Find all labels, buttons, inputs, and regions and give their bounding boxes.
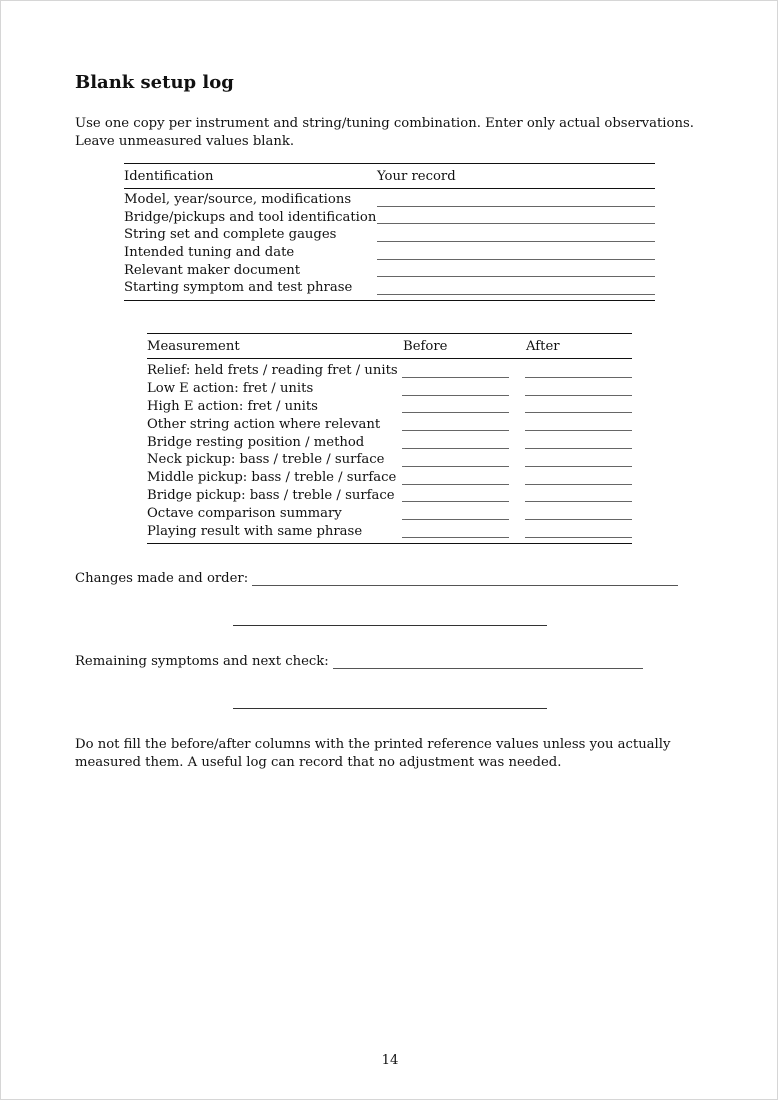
page-number: 14 — [381, 1053, 399, 1068]
page-title: Blank setup log — [75, 72, 234, 93]
table-row — [147, 504, 632, 522]
after-blank-line[interactable] — [525, 509, 632, 520]
before-blank-line[interactable] — [402, 456, 509, 467]
changes-blank-line[interactable] — [252, 573, 678, 586]
before-blank-line[interactable] — [402, 438, 509, 449]
table-row — [147, 451, 632, 469]
table-row — [124, 244, 655, 262]
note-text: Do not fill the before/after columns with the printed reference values unless you actually measured them. A useful log can record that no adjustment was needed. — [75, 737, 671, 770]
remaining-field — [75, 654, 643, 669]
identification-table-header — [124, 164, 655, 189]
after-blank-line[interactable] — [525, 367, 632, 378]
table-row — [147, 469, 632, 487]
row-label: Middle pickup: bass / treble / surface — [147, 470, 397, 486]
row-label: High E action: fret / units — [147, 398, 318, 414]
row-label: Relief: held frets / reading fret / units — [147, 363, 398, 379]
after-blank-line[interactable] — [525, 402, 632, 413]
before-blank-line[interactable] — [402, 527, 509, 538]
measurement-table-header — [147, 334, 632, 359]
header-measurement: Measurement — [147, 338, 240, 354]
before-blank-line[interactable] — [402, 509, 509, 520]
table-row — [147, 362, 632, 380]
row-label: Model, year/source, modifications — [124, 192, 352, 208]
header-your-record: Your record — [377, 168, 456, 184]
before-blank-line[interactable] — [402, 474, 509, 485]
table-row — [147, 415, 632, 433]
after-blank-line[interactable] — [525, 438, 632, 449]
changes-field — [75, 571, 678, 586]
before-blank-line[interactable] — [402, 367, 509, 378]
record-blank-line[interactable] — [377, 213, 655, 224]
table-row — [124, 209, 655, 227]
row-label: Octave comparison summary — [147, 505, 342, 521]
header-after: After — [526, 338, 560, 354]
table-row — [147, 433, 632, 451]
header-identification: Identification — [124, 168, 214, 184]
before-blank-line[interactable] — [402, 402, 509, 413]
after-blank-line[interactable] — [525, 420, 632, 431]
table-row — [147, 398, 632, 416]
measurement-table — [147, 333, 632, 544]
table-row — [124, 279, 655, 297]
after-blank-line[interactable] — [525, 474, 632, 485]
table-row — [147, 487, 632, 505]
before-blank-line[interactable] — [402, 420, 509, 431]
header-before: Before — [403, 338, 448, 354]
row-label: Relevant maker document — [124, 262, 301, 278]
before-blank-line[interactable] — [402, 385, 509, 396]
table-row — [124, 261, 655, 279]
table-row — [147, 522, 632, 540]
after-blank-line[interactable] — [525, 385, 632, 396]
remaining-continuation-line[interactable] — [233, 708, 547, 709]
record-blank-line[interactable] — [377, 266, 655, 277]
row-label: Low E action: fret / units — [147, 381, 314, 397]
row-label: Bridge/pickups and tool identification — [124, 209, 377, 225]
record-blank-line[interactable] — [377, 196, 655, 207]
record-blank-line[interactable] — [377, 231, 655, 242]
row-label: String set and complete gauges — [124, 227, 337, 243]
row-label: Neck pickup: bass / treble / surface — [147, 452, 385, 468]
row-label: Intended tuning and date — [124, 245, 295, 261]
table-row — [147, 380, 632, 398]
record-blank-line[interactable] — [377, 249, 655, 260]
before-blank-line[interactable] — [402, 491, 509, 502]
row-label: Bridge resting position / method — [147, 434, 365, 450]
remaining-blank-line[interactable] — [333, 656, 643, 669]
row-label: Starting symptom and test phrase — [124, 280, 353, 296]
row-label: Playing result with same phrase — [147, 523, 363, 539]
after-blank-line[interactable] — [525, 491, 632, 502]
row-label: Other string action where relevant — [147, 416, 381, 432]
identification-table — [124, 163, 655, 301]
intro-text: Use one copy per instrument and string/tuning combination. Enter only actual observations. Leave unmeasured values blank. — [75, 116, 694, 149]
remaining-label: Remaining symptoms and next check: — [75, 654, 329, 669]
changes-label: Changes made and order: — [75, 571, 249, 586]
changes-continuation-line[interactable] — [233, 625, 547, 626]
after-blank-line[interactable] — [525, 456, 632, 467]
record-blank-line[interactable] — [377, 284, 655, 295]
table-row — [124, 191, 655, 209]
table-row — [124, 226, 655, 244]
after-blank-line[interactable] — [525, 527, 632, 538]
row-label: Bridge pickup: bass / treble / surface — [147, 487, 395, 503]
